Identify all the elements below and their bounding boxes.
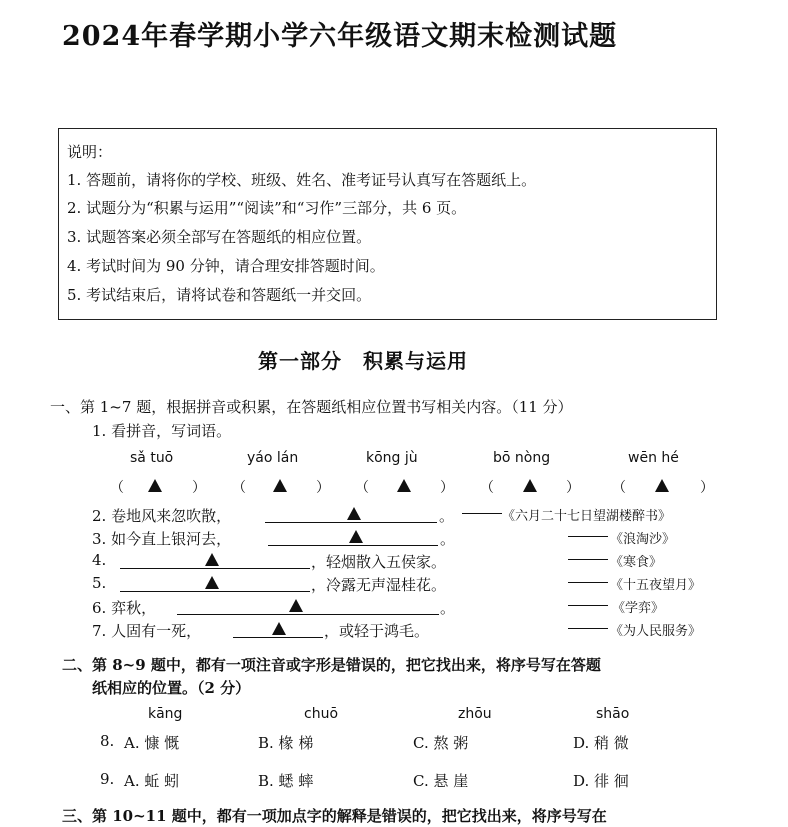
source-dash xyxy=(568,628,608,629)
question-8-number: 8. xyxy=(100,732,115,750)
triangle-marker-icon xyxy=(205,553,219,566)
poem-source: 《学弈》 xyxy=(612,601,665,616)
pinyin-label: kāng xyxy=(148,706,183,722)
source-dash xyxy=(568,605,608,606)
triangle-marker-icon xyxy=(655,479,669,492)
triangle-marker-icon xyxy=(205,576,219,589)
answer-paren-close: ） xyxy=(192,480,206,496)
poem-line-end: ，冷露无声湿桂花。 xyxy=(311,576,447,594)
source-dash xyxy=(568,559,608,560)
source-dash xyxy=(568,582,608,583)
instruction-item: 5. 考试结束后，请将试卷和答题纸一并交回。 xyxy=(67,286,372,304)
poem-line-end: ，轻烟散入五侯家。 xyxy=(311,553,447,571)
triangle-marker-icon xyxy=(347,507,361,520)
pinyin-label: kōng jù xyxy=(366,450,418,466)
section-two-heading-cont: 纸相应的位置。（2 分） xyxy=(92,679,251,697)
instructions-box xyxy=(58,128,717,320)
answer-paren-open: （ xyxy=(480,480,494,496)
source-dash xyxy=(462,513,502,514)
option-b: B. 椽 梯 xyxy=(258,734,314,752)
poem-line-prompt: 7. 人固有一死， xyxy=(92,622,202,640)
option-a: A. 慷 慨 xyxy=(124,734,180,752)
section-three-heading: 三、第 10~11 题中，都有一项加点字的解释是错误的，把它找出来，将序号写在 xyxy=(62,807,607,825)
pinyin-label: zhōu xyxy=(458,706,492,722)
instruction-item: 4. 考试时间为 90 分钟，请合理安排答题时间。 xyxy=(67,257,385,275)
triangle-marker-icon xyxy=(148,479,162,492)
triangle-marker-icon xyxy=(289,599,303,612)
poem-line-prompt: 4. xyxy=(92,551,107,569)
fill-blank xyxy=(268,545,438,546)
source-dash xyxy=(568,536,608,537)
poem-line-prompt: 5. xyxy=(92,574,107,592)
fill-blank xyxy=(177,614,439,615)
section-one-heading: 一、第 1~7 题，根据拼音或积累，在答题纸相应位置书写相关内容。（11 分） xyxy=(50,398,573,416)
poem-line-end: 。 xyxy=(439,507,455,525)
triangle-marker-icon xyxy=(523,479,537,492)
question-9-number: 9. xyxy=(100,770,115,788)
fill-blank xyxy=(233,637,323,638)
exam-title: 2024年春学期小学六年级语文期末检测试题 xyxy=(62,21,618,52)
question-1-label: 1. 看拼音，写词语。 xyxy=(92,422,232,440)
option-c: C. 熬 粥 xyxy=(413,734,469,752)
option-d: D. 徘 徊 xyxy=(573,772,629,790)
pinyin-label: wēn hé xyxy=(628,450,679,466)
poem-line-end: ，或轻于鸿毛。 xyxy=(324,622,430,640)
instruction-item: 1. 答题前，请将你的学校、班级、姓名、准考证号认真写在答题纸上。 xyxy=(67,171,537,189)
poem-line-prompt: 2. 卷地风来忽吹散， xyxy=(92,507,232,525)
fill-blank xyxy=(120,568,310,569)
answer-paren-open: （ xyxy=(355,480,369,496)
poem-source: 《寒食》 xyxy=(610,555,663,570)
answer-paren-close: ） xyxy=(700,480,714,496)
answer-paren-open: （ xyxy=(110,480,124,496)
poem-line-end: 。 xyxy=(440,599,456,617)
answer-paren-open: （ xyxy=(232,480,246,496)
triangle-marker-icon xyxy=(272,622,286,635)
fill-blank xyxy=(120,591,310,592)
pinyin-label: shāo xyxy=(596,706,630,722)
pinyin-label: chuō xyxy=(304,706,339,722)
answer-paren-open: （ xyxy=(612,480,626,496)
section-two-heading: 二、第 8~9 题中，都有一项注音或字形是错误的，把它找出来，将序号写在答题 xyxy=(62,656,601,674)
poem-source: 《十五夜望月》 xyxy=(610,578,702,593)
poem-line-prompt: 6. 弈秋， xyxy=(92,599,157,617)
pinyin-label: sǎ tuō xyxy=(130,450,174,466)
poem-line-end: 。 xyxy=(440,530,456,548)
answer-paren-close: ） xyxy=(316,480,330,496)
pinyin-label: bō nòng xyxy=(493,450,551,466)
fill-blank xyxy=(265,522,437,523)
poem-source: 《为人民服务》 xyxy=(610,624,702,639)
option-d: D. 稍 微 xyxy=(573,734,629,752)
option-c: C. 悬 崖 xyxy=(413,772,469,790)
poem-line-prompt: 3. 如今直上银河去， xyxy=(92,530,232,548)
option-a: A. 蚯 蚓 xyxy=(124,772,180,790)
triangle-marker-icon xyxy=(349,530,363,543)
pinyin-label: yáo lán xyxy=(247,450,299,466)
instruction-item: 3. 试题答案必须全部写在答题纸的相应位置。 xyxy=(67,228,372,246)
option-b: B. 蟋 蟀 xyxy=(258,772,314,790)
answer-paren-close: ） xyxy=(440,480,454,496)
triangle-marker-icon xyxy=(397,479,411,492)
poem-source: 《浪淘沙》 xyxy=(610,532,676,547)
instructions-heading: 说明： xyxy=(67,143,113,161)
part-one-title: 第一部分 积累与运用 xyxy=(258,349,468,373)
instruction-item: 2. 试题分为“积累与运用”“阅读”和“习作”三部分，共 6 页。 xyxy=(67,199,467,217)
answer-paren-close: ） xyxy=(566,480,580,496)
triangle-marker-icon xyxy=(273,479,287,492)
poem-source: 《六月二十七日望湖楼醉书》 xyxy=(502,509,672,524)
